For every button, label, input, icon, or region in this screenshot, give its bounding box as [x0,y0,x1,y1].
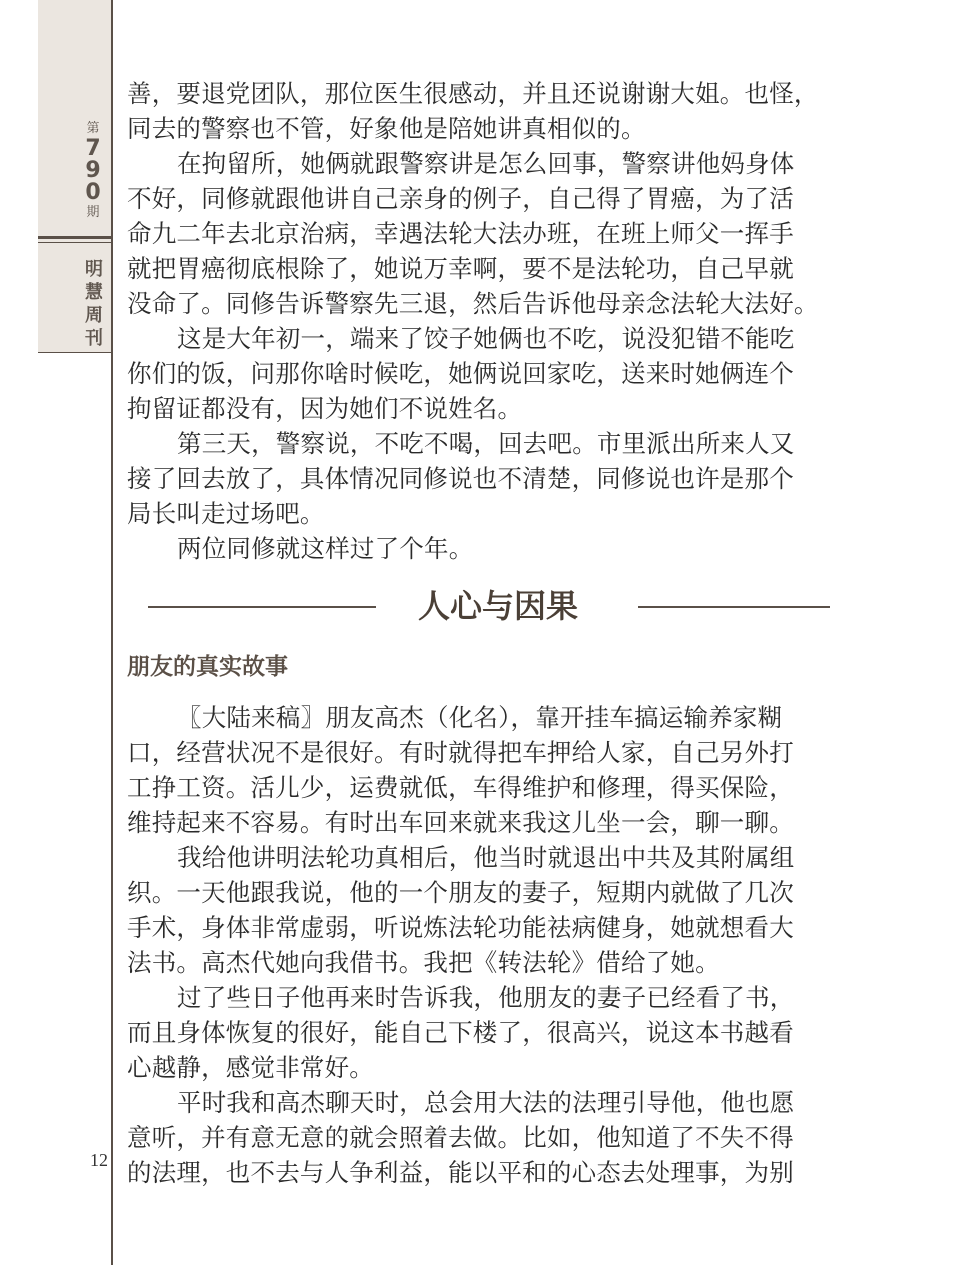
text-line: 两位同修就这样过了个年。 [177,534,474,563]
page-number: 12 [90,1150,108,1170]
text-line: 而且身体恢复的很好，能自己下楼了，很高兴，说这本书越看 [127,1018,794,1047]
paragraph [127,426,855,531]
text-line: 同去的警察也不管，好象他是陪她讲真相似的。 [127,114,646,143]
text-line: 第三天，警察说，不吃不喝，回去吧。市里派出所来人又 [177,429,795,458]
issue-suffix: 期 [86,205,100,220]
text-line: 局长叫走过场吧。 [127,499,325,528]
text-line: 工挣工资。活儿少，运费就低，车得维护和修理，得买保险， [127,773,794,802]
section-title: 人心与因果 [418,587,579,625]
text-line: 法书。高杰代她向我借书。我把《转法轮》借给了她。 [127,948,720,977]
text-line: 你们的饭，问那你啥时候吃，她俩说回家吃，送来时她俩连个 [127,359,794,388]
issue-number [78,120,108,222]
paragraph [127,531,855,566]
section-rule-right [638,606,830,608]
text-line: 维持起来不容易。有时出车回来就来我这儿坐一会，聊一聊。 [127,808,794,837]
text-line: 拘留证都没有，因为她们不说姓名。 [127,394,523,423]
paragraph [127,980,855,1085]
text-line: 意听，并有意无意的就会照着去做。比如，他知道了不失不得 [127,1123,794,1152]
text-line: 过了些日子他再来时告诉我，他朋友的妻子已经看了书， [177,983,795,1012]
issue-digit: 9 [85,158,101,183]
section-heading [148,582,830,632]
text-line: 命九二年去北京治病，幸遇法轮大法办班，在班上师父一挥手 [127,219,794,248]
paragraph [127,840,855,980]
paragraph [127,321,855,426]
text-line: 织。一天他跟我说，他的一个朋友的妻子，短期内就做了几次 [127,878,794,907]
text-line: 平时我和高杰聊天时，总会用大法的法理引导他，他也愿 [177,1088,795,1117]
sidebar-bottom-rule [38,352,112,353]
magazine-name: 明慧周刊 [85,259,103,349]
text-line: 〖大陆来稿〗朋友高杰（化名），靠开挂车搞运输养家糊 [177,703,783,732]
paragraph [127,700,855,840]
paragraph [127,76,855,146]
text-line: 的法理，也不去与人争利益，能以平和的心态去处理事，为别 [127,1158,794,1187]
issue-digit: 7 [85,136,101,161]
sidebar-divider-thin [38,242,112,243]
text-line: 我给他讲明法轮功真相后，他当时就退出中共及其附属组 [177,843,795,872]
article-title: 朋友的真实故事 [127,654,288,680]
paragraph [127,146,855,321]
text-line: 口，经营状况不是很好。有时就得把车押给人家，自己另外打 [127,738,794,767]
paragraph [127,1085,855,1190]
text-line: 在拘留所，她俩就跟警察讲是怎么回事，警察讲他妈身体 [177,149,795,178]
text-line: 手术，身体非常虚弱，听说炼法轮功能祛病健身，她就想看大 [127,913,794,942]
section-rule-left [148,606,376,608]
text-line: 这是大年初一，端来了饺子她俩也不吃，说没犯错不能吃 [177,324,795,353]
margin-rule [111,0,113,1265]
text-line: 不好，同修就跟他讲自己亲身的例子，自己得了胃癌，为了活 [127,184,794,213]
text-line: 心越静，感觉非常好。 [127,1053,374,1082]
text-line: 善，要退党团队，那位医生很感动，并且还说谢谢大姐。也怪， [127,79,819,108]
text-line: 接了回去放了，具体情况同修说也不清楚，同修说也许是那个 [127,464,794,493]
text-line: 没命了。同修告诉警察先三退，然后告诉他母亲念法轮大法好。 [127,289,819,318]
issue-digit: 0 [85,180,101,205]
sidebar-divider [38,236,112,239]
text-line: 就把胃癌彻底根除了，她说万幸啊，要不是法轮功，自己早就 [127,254,794,283]
issue-prefix: 第 [86,121,100,136]
